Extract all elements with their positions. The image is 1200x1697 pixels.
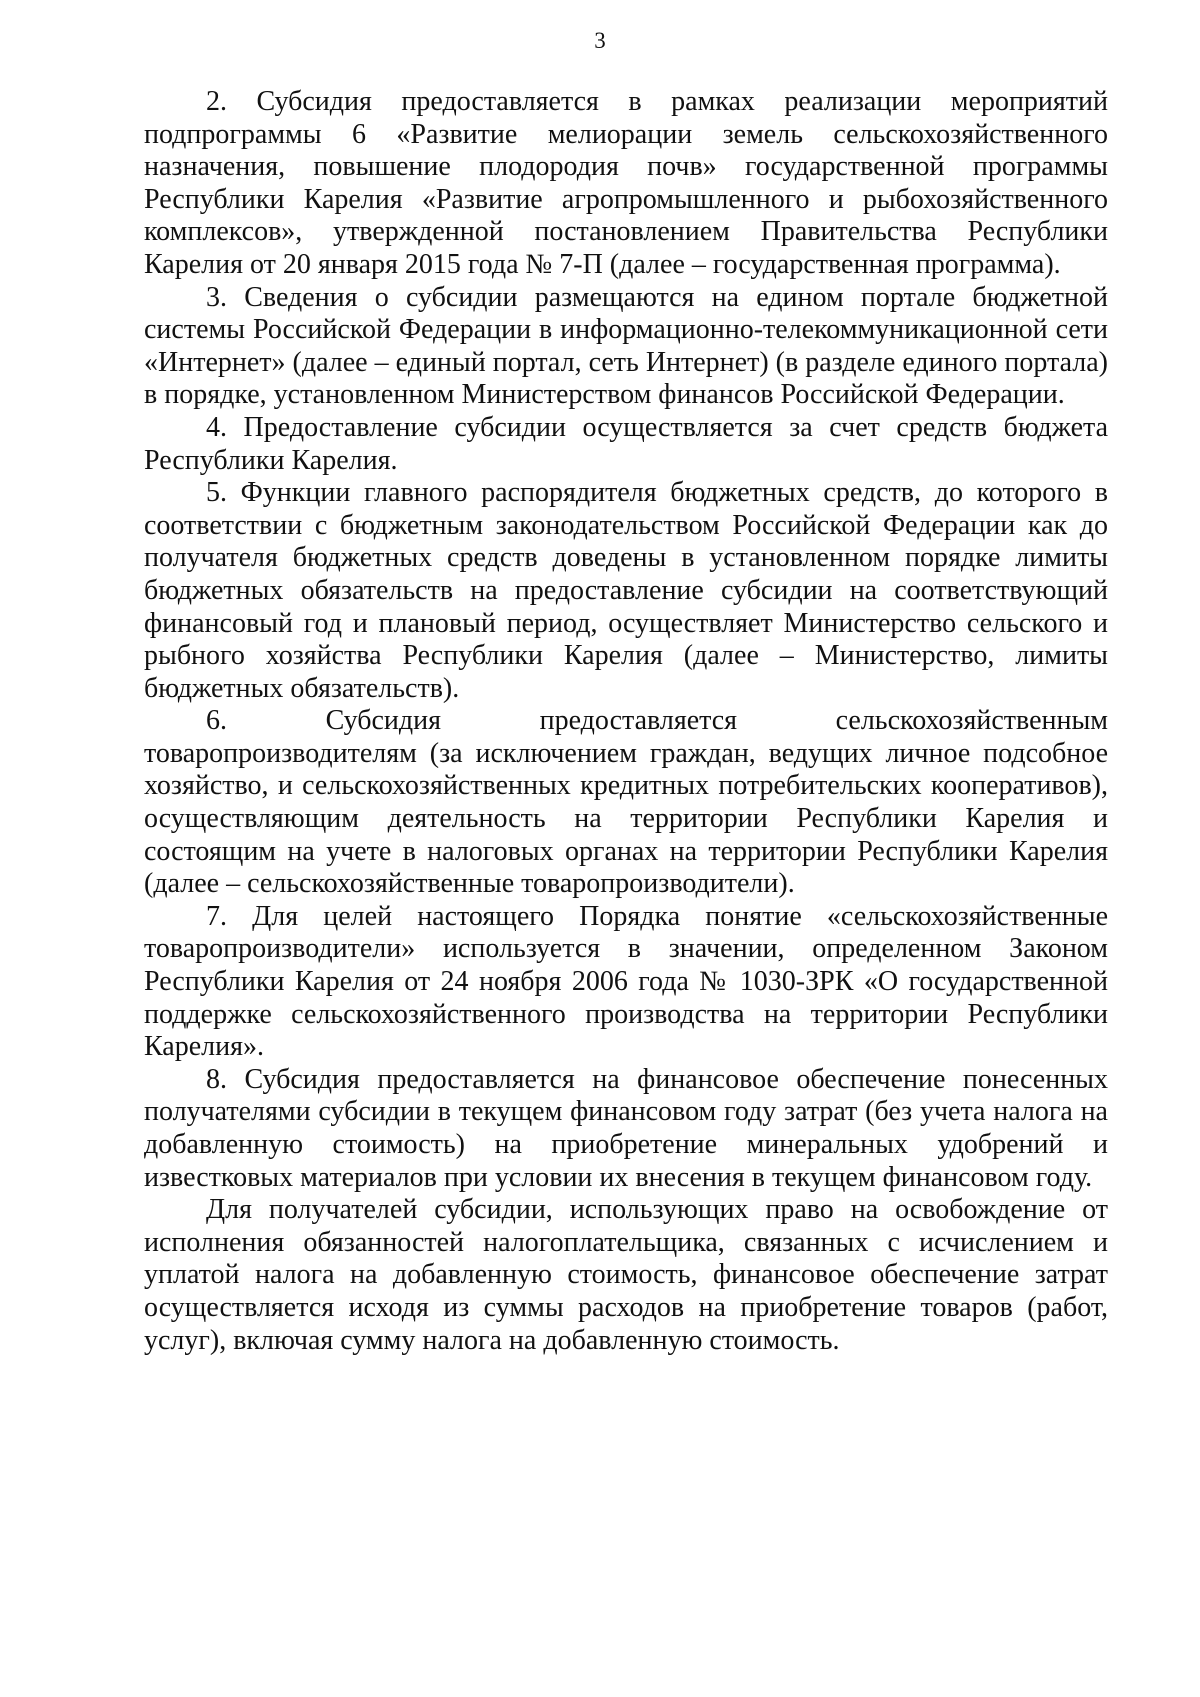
- paragraph-2: 2. Субсидия предоставляется в рамках реализации мероприятий подпрограммы 6 «Развитие мелиорации земель сельскохозяйственного назначения, повышение плодородия почв» государственной программы Республики Карелия «Развитие агропромышленного и рыбохозяйственного комплексов», утвержденной постановлением Правительства Республики Карелия от 20 января 2015 года № 7-П (далее – государственная программа).: [144, 86, 1108, 280]
- paragraph-8-continuation: Для получателей субсидии, использующих право на освобождение от исполнения обязанностей налогоплательщика, связанных с исчислением и уплатой налога на добавленную стоимость, финансовое обеспечение затрат осуществляется исходя из суммы расходов на приобретение товаров (работ, услуг), включая сумму налога на добавленную стоимость.: [144, 1194, 1108, 1356]
- paragraph-3: 3. Сведения о субсидии размещаются на едином портале бюджетной системы Российской Федерации в информационно-телекоммуникационной сети «Интернет» (далее – единый портал, сеть Интернет) (в разделе единого портала) в порядке, установленном Министерством финансов Российской Федерации.: [144, 281, 1108, 411]
- paragraph-6: 6. Субсидия предоставляется сельскохозяйственным товаропроизводителям (за исключением граждан, ведущих личное подсобное хозяйство, и сельскохозяйственных кредитных потребительских кооперативов), осуществляющим деятельность на территории Республики Карелия и состоящим на учете в налоговых органах на территории Республики Карелия (далее – сельскохозяйственные товаропроизводители).: [144, 705, 1108, 900]
- paragraph-5: 5. Функции главного распорядителя бюджетных средств, до которого в соответствии с бюджетным законодательством Российской Федерации как до получателя бюджетных средств доведены в установленном порядке лимиты бюджетных обязательств на предоставление субсидии на соответствующий финансовый год и плановый период, осуществляет Министерство сельского и рыбного хозяйства Республики Карелия (далее – Министерство, лимиты бюджетных обязательств).: [144, 477, 1108, 704]
- paragraph-7: 7. Для целей настоящего Порядка понятие «сельскохозяйственные товаропроизводители» используется в значении, определенном Законом Республики Карелия от 24 ноября 2006 года № 1030-ЗРК «О государственной поддержке сельскохозяйственного производства на территории Республики Карелия».: [144, 900, 1108, 1063]
- document-body: [144, 86, 1108, 1357]
- page-number: 3: [594, 28, 606, 53]
- paragraph-8: 8. Субсидия предоставляется на финансовое обеспечение понесенных получателями субсидии в текущем финансовом году затрат (без учета налога на добавленную стоимость) на приобретение минеральных удобрений и известковых материалов при условии их внесения в текущем финансовом году.: [144, 1063, 1108, 1193]
- paragraph-4: 4. Предоставление субсидии осуществляется за счет средств бюджета Республики Карелия.: [144, 411, 1108, 476]
